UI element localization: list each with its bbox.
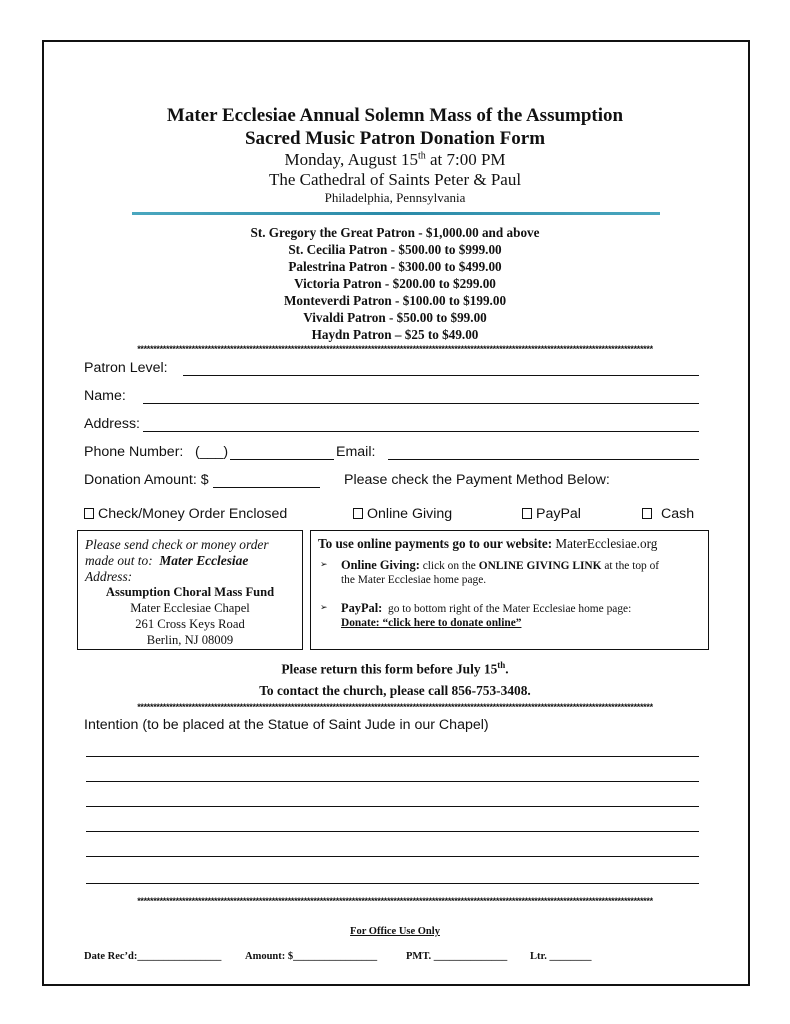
- payment-prompt: Please check the Payment Method Below:: [344, 472, 610, 488]
- mail-line1: Please send check or money order: [85, 537, 269, 552]
- patron-level-item: St. Gregory the Great Patron - $1,000.00 and above: [250, 225, 540, 240]
- payment-check-option[interactable]: Check/Money Order Enclosed: [84, 506, 287, 522]
- mail-street: 261 Cross Keys Road: [135, 617, 245, 631]
- phone-area-code: (___): [195, 444, 229, 460]
- intention-label: Intention (to be placed at the Statue of Saint Jude in our Chapel): [84, 717, 489, 733]
- mail-line2: made out to: Mater Ecclesiae: [85, 553, 249, 568]
- separator-bottom: *****************************************************************************************************************************************************************: [137, 896, 653, 906]
- patron-level-field[interactable]: [183, 375, 699, 376]
- office-date-received: Date Rec’d:________________: [84, 951, 222, 962]
- separator-middle: *****************************************************************************************************************************************************************: [137, 702, 653, 712]
- address-label: Address:: [84, 416, 140, 432]
- paypal-checkbox[interactable]: [522, 508, 532, 519]
- separator-top: *****************************************************************************************************************************************************************: [137, 344, 653, 354]
- form-subtitle: Sacred Music Patron Donation Form: [244, 128, 546, 149]
- mail-city: Berlin, NJ 08009: [146, 633, 234, 647]
- intention-line[interactable]: [86, 831, 699, 832]
- bullet-arrow-icon: ➢: [320, 603, 328, 613]
- patron-level-item: Palestrina Patron - $300.00 to $499.00: [288, 259, 502, 274]
- phone-label: Phone Number:: [84, 444, 184, 460]
- check-checkbox[interactable]: [84, 508, 94, 519]
- mail-chapel: Mater Ecclesiae Chapel: [130, 601, 250, 615]
- name-label: Name:: [84, 388, 126, 404]
- donate-link[interactable]: Donate: “click here to donate online”: [341, 617, 522, 629]
- online-checkbox[interactable]: [353, 508, 363, 519]
- contact-note: To contact the church, please call 856-753-3408.: [259, 683, 531, 698]
- office-amount: Amount: $________________: [245, 951, 378, 962]
- patron-level-item: Monteverdi Patron - $100.00 to $199.00: [283, 293, 507, 308]
- intention-line[interactable]: [86, 856, 699, 857]
- payment-cash-option[interactable]: Cash: [642, 506, 694, 522]
- event-date: Monday, August 15th at 7:00 PM: [284, 150, 506, 169]
- intention-line[interactable]: [86, 781, 699, 782]
- patron-level-label: Patron Level:: [84, 360, 168, 376]
- payment-paypal-option[interactable]: PayPal: [522, 506, 581, 522]
- patron-level-item: Haydn Patron – $25 to $49.00: [311, 327, 479, 342]
- intention-line[interactable]: [86, 756, 699, 757]
- paypal-text: PayPal: go to bottom right of the Mater Ecclesiae home page:: [341, 601, 632, 615]
- mail-fund: Assumption Choral Mass Fund: [105, 585, 275, 599]
- office-heading: For Office Use Only: [350, 926, 440, 937]
- patron-level-item: Vivaldi Patron - $50.00 to $99.00: [303, 310, 487, 325]
- office-ltr: Ltr. ________: [530, 951, 592, 962]
- patron-level-item: St. Cecilia Patron - $500.00 to $999.00: [288, 242, 502, 257]
- email-label: Email:: [336, 444, 376, 460]
- online-giving-text: Online Giving: click on the ONLINE GIVING LINK at the top of: [341, 558, 660, 572]
- email-field[interactable]: [388, 459, 699, 460]
- office-pmt: PMT. ______________: [406, 951, 508, 962]
- address-field[interactable]: [143, 431, 699, 432]
- online-heading: To use online payments go to our website: MaterEcclesiae.org: [318, 536, 658, 551]
- event-venue: The Cathedral of Saints Peter & Paul: [268, 170, 522, 189]
- form-title: Mater Ecclesiae Annual Solemn Mass of the Assumption: [166, 105, 624, 126]
- patron-level-item: Victoria Patron - $200.00 to $299.00: [294, 276, 496, 291]
- event-city: Philadelphia, Pennsylvania: [324, 190, 466, 205]
- mail-instructions-box: [77, 530, 303, 650]
- phone-field[interactable]: [230, 459, 334, 460]
- cash-checkbox[interactable]: [642, 508, 652, 519]
- online-instructions-box: [310, 530, 709, 650]
- donation-field[interactable]: [213, 487, 320, 488]
- intention-line[interactable]: [86, 883, 699, 884]
- mail-line3: Address:: [85, 569, 133, 584]
- name-field[interactable]: [143, 403, 699, 404]
- return-note: Please return this form before July 15th.: [281, 660, 509, 677]
- header-divider: [132, 212, 660, 215]
- bullet-arrow-icon: ➢: [320, 560, 328, 570]
- payment-online-option[interactable]: Online Giving: [353, 506, 452, 522]
- online-giving-text2: the Mater Ecclesiae home page.: [341, 574, 487, 586]
- donation-label: Donation Amount: $: [84, 472, 209, 488]
- intention-line[interactable]: [86, 806, 699, 807]
